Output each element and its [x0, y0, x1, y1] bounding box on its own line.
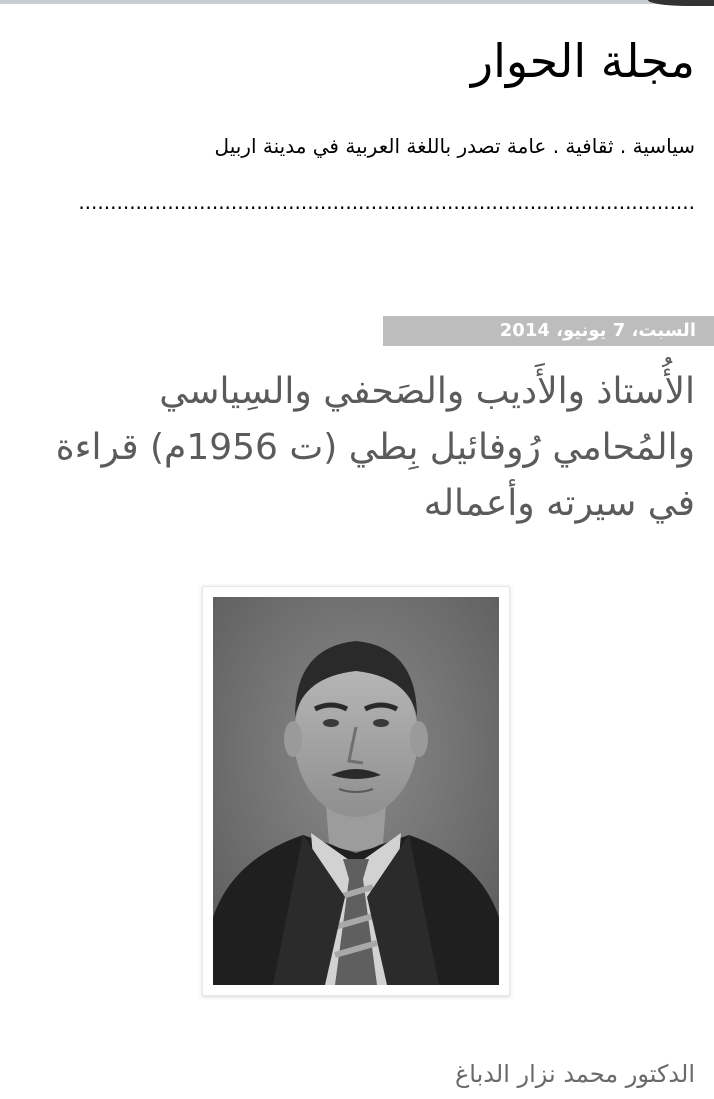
- blog-description-dots: .................................................................................................: [78, 190, 695, 214]
- post-image-frame[interactable]: [202, 586, 510, 996]
- post-author: الدكتور محمد نزار الدباغ: [454, 1060, 695, 1088]
- post-title[interactable]: الأُستاذ والأَديب والصَحفي والسِياسي والمُحامي رُوفائيل بِطي (ت 1956م) قراءة في سيرته وأعماله: [55, 371, 695, 524]
- blog-title[interactable]: مجلة الحوار: [470, 34, 695, 88]
- post-date-header: السبت، 7 يونيو، 2014: [383, 316, 714, 346]
- blog-description: سياسية . ثقافية . عامة تصدر باللغة العربية في مدينة اربيل: [214, 134, 695, 158]
- author-portrait-image: [213, 597, 499, 985]
- top-rule: [0, 0, 714, 4]
- top-corner-shape: [648, 0, 714, 6]
